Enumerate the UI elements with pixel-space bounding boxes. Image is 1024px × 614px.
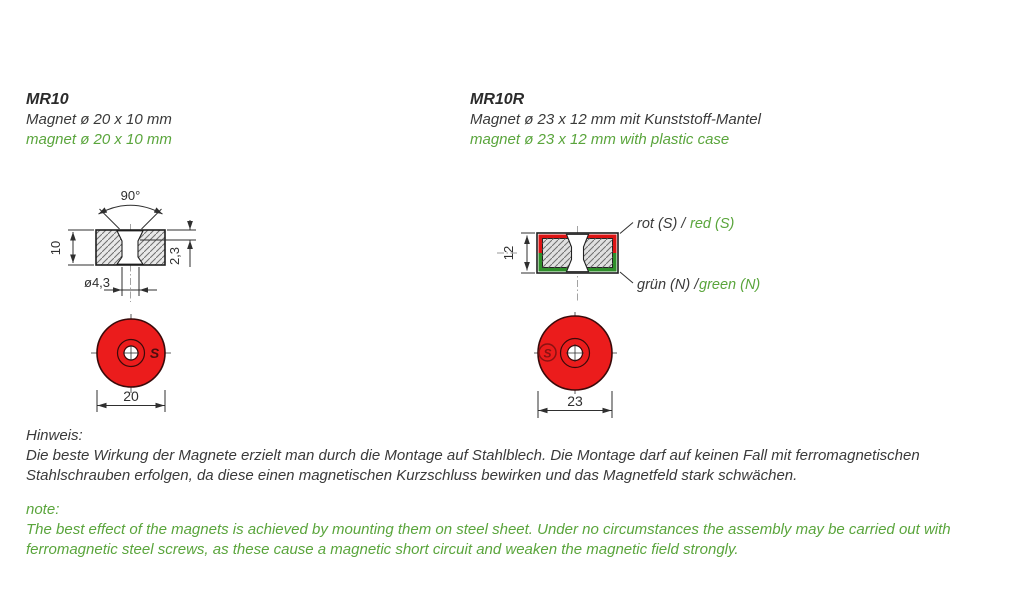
mr10-header — [26, 90, 172, 150]
mr10-bore-dimension — [84, 267, 157, 296]
mr10-subtitle-de: Magnet ø 20 x 10 mm — [26, 111, 172, 128]
mr10-section-view — [48, 188, 196, 302]
mr10r-subtitle-de: Magnet ø 23 x 12 mm mit Kunststoff-Mantel — [470, 111, 761, 128]
mr10r-header — [470, 90, 761, 150]
mr10-pole-label: S — [149, 345, 160, 361]
mr10r-pole-label: S — [543, 346, 552, 361]
mr10r-title: MR10R — [470, 91, 525, 108]
leader-red — [620, 223, 633, 234]
mr10-diameter-dimension — [97, 388, 165, 412]
mr10-title: MR10 — [26, 91, 69, 108]
hinweis-line-1: Die beste Wirkung der Magnete erzielt man durch die Montage auf Stahlblech. Die Montage darf auf keinen Fall mit ferromagnetischen — [26, 447, 920, 464]
mr10r-front-view — [534, 312, 617, 418]
label-red-en: red (S) — [690, 216, 735, 232]
bore-value: ø4,3 — [84, 275, 111, 290]
height-value: 10 — [48, 240, 63, 256]
hinweis-note — [26, 426, 920, 486]
technical-drawings — [0, 178, 780, 438]
mr10r-subtitle-en: magnet ø 23 x 12 mm with plastic case — [470, 131, 730, 148]
mr10r-height-dimension — [501, 233, 535, 273]
height-value: 12 — [501, 245, 516, 261]
mr10-angle-dimension — [99, 188, 163, 229]
diameter-value: 20 — [123, 388, 139, 404]
mr10-front-view — [91, 314, 171, 412]
label-red — [637, 215, 734, 232]
hinweis-heading: Hinweis: — [26, 427, 83, 444]
hinweis-line-2: Stahlschrauben erfolgen, da diese einen magnetischen Kurzschluss bewirken und das Magnetfeld stark schwächen. — [26, 467, 798, 484]
mr10r-section-view — [497, 215, 760, 302]
diameter-value: 23 — [567, 393, 583, 409]
note-line-2: ferromagnetic steel screws, as these cause a magnetic short circuit and weaken the magnetic field strongly. — [26, 541, 739, 558]
leader-green — [620, 272, 633, 283]
label-red-de: rot (S) / — [637, 216, 686, 232]
mr10r-diameter-dimension — [538, 391, 612, 418]
note-heading: note: — [26, 501, 60, 518]
label-green — [637, 276, 760, 293]
angle-value: 90° — [120, 188, 141, 203]
label-green-en: green (N) — [699, 277, 761, 293]
angle-arc — [99, 205, 163, 214]
mr10-height-dimension — [48, 230, 94, 265]
countersink-depth-value: 2,3 — [167, 246, 182, 266]
note-line-1: The best effect of the magnets is achieved by mounting them on steel sheet. Under no circumstances the assembly may be carried out with — [26, 521, 951, 538]
label-green-de: grün (N) / — [637, 277, 699, 293]
english-note — [26, 500, 951, 560]
mr10-subtitle-en: magnet ø 20 x 10 mm — [26, 131, 172, 148]
mr10r-color-labels — [620, 215, 760, 293]
